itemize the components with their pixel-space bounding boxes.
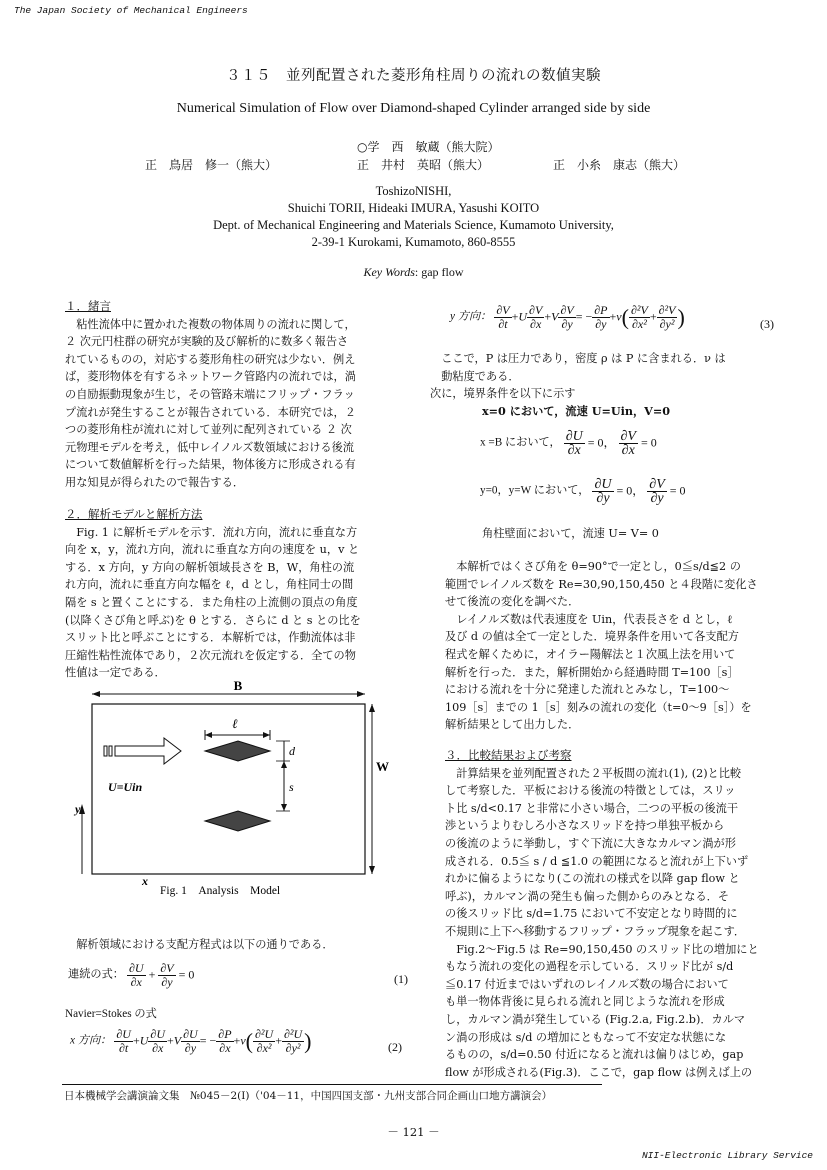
keywords-label: Key Words	[363, 265, 415, 279]
intro-line: れているものの，対応する菱形角柱の研究は少ない．例え	[65, 352, 356, 366]
intro-line: について数値解析を行った結果，物体後方に形成される有	[65, 458, 356, 472]
analysis-model-figure	[60, 670, 410, 905]
results-line: の後スリッド比 s/d=1.75 において不安定となり時間的に	[445, 907, 738, 921]
nii-service-footer: NII-Electronic Library Service	[641, 1150, 813, 1161]
boundary-condition-1: x=0 において，流速 U=Uin，V=0	[482, 404, 671, 418]
author-en-line2: Shuichi TORII, Hideaki IMURA, Yasushi KOITO	[287, 201, 540, 215]
label-d: d	[289, 744, 295, 758]
author-en-line3: Dept. of Mechanical Engineering and Materials Science, Kumamoto University,	[213, 218, 614, 232]
intro-line: ２ 次元円柱群の研究が実験的及び解析的に数多く報告さ	[65, 335, 349, 349]
intro-line: 元物理モデルを考え，低中レイノルズ数領域における後流	[65, 440, 354, 454]
x-direction-label: x 方向：	[70, 1034, 112, 1047]
page-number: － 121 －	[387, 1125, 440, 1139]
proceedings-footer: 日本機械学会講演論文集 №045－2(Ⅰ)（'04－11，中国四国支部・九州支部合同企画山口地方講演会）	[64, 1090, 553, 1102]
method-line: における流れを十分に発達した流れとみなし，T=100〜	[445, 683, 730, 697]
continuity-label: 連続の式：	[68, 968, 124, 981]
intro-line: つの菱形角柱が流れに対して並列に配列されている ２ 次	[65, 423, 352, 437]
b-arrow-right	[357, 691, 365, 697]
author-presenter: ○学 西 敏蔵（熊大院）	[357, 140, 500, 154]
method-line: 109［s］までの 1［s］刻みの流れの変化（t=0〜9［s］）を	[445, 700, 752, 714]
w-arrow-bottom	[369, 866, 375, 874]
model-line: れ方向，流れに垂直方向な幅を ℓ，d とし，角柱同士の間	[65, 578, 354, 592]
method-line: 範囲でレイノルズ数を Re=30,90,150,450 と４段階に変化さ	[445, 577, 758, 591]
eq1-number: (1)	[394, 972, 408, 986]
diamond-cylinder-lower	[205, 811, 270, 831]
w-arrow-top	[369, 704, 375, 712]
governing-intro: 解析領域における支配方程式は以下の通りである．	[65, 938, 334, 951]
figure-caption: Fig. 1 Analysis Model	[160, 885, 281, 897]
intro-line: プ流れが発生することが報告されている．本研究では，２	[65, 405, 356, 419]
method-line: 本解析ではくさび角を θ=90°で一定とし，0≦s/d≦2 の	[445, 560, 741, 573]
results-line: 渉というよりむしろ小さなスリッドを持つ単独平板から	[445, 819, 725, 833]
model-line: 隔を s と置くことにする．また角柱の上流側の頂点の角度	[65, 595, 358, 609]
section-1-title: １．緒言	[65, 299, 111, 313]
eq3-number: (3)	[760, 317, 774, 331]
continuity-equation: 連続の式： $\frac{\partial U}{\partial x}$ + $\frac{\partial V}{\partial y}$ = 0 (1)	[68, 961, 408, 989]
explanation-line: 動粘度である．	[430, 369, 520, 383]
explanation-line: 次に，境界条件を以下に示す	[430, 387, 576, 401]
intro-line: 用な知見が得られたので報告する．	[65, 475, 245, 489]
ns-label: Navier=Stokes の式	[65, 1008, 157, 1020]
label-w: W	[376, 759, 389, 774]
label-l: ℓ	[232, 716, 238, 731]
model-line: する．x 方向，y 方向の解析領域長さを B，W，角柱の流	[65, 560, 355, 574]
b-arrow-left	[92, 691, 100, 697]
intro-line: の自励振動現象が生じ，その管路末端にフリップ・フラッ	[65, 387, 355, 401]
author-en-line4: 2-39-1 Kurokami, Kumamoto, 860-8555	[311, 235, 516, 249]
author-affiliation	[0, 183, 827, 251]
inflow-arrow-icon	[115, 738, 181, 764]
y-direction-label: y 方向：	[450, 310, 492, 323]
author-torii: 正 鳥居 修一（熊大）	[145, 158, 278, 172]
label-b: B	[233, 678, 243, 693]
bc3-label: y=0，y=W において，	[480, 484, 590, 497]
analysis-method-paragraph	[445, 558, 790, 734]
ns-y-equation: y 方向： $\frac{\partial V}{\partial t}$ +U $\frac{\partial V}{\partial x}$ +V $\frac{\partial V}{\partial y}$ = − $\frac{\partial P}{\partial y}$ +ν( $\frac{\text{∂²V}}{\text{∂x²}}$ + $\frac{\text{∂²V}}{\text{∂y²}}$ ) (3)	[450, 303, 774, 331]
model-line: スリット比と呼ぶことにする．本解析では，作動流体は非	[65, 631, 356, 645]
results-line: し，カルマン渦が発生している (Fig.2.a, Fig.2.b)．カルマ	[445, 1012, 746, 1026]
method-line: せて後流の変化を調べた．	[445, 595, 580, 609]
section-intro	[65, 298, 410, 492]
inflow-marker	[109, 746, 112, 756]
author-koito: 正 小糸 康志（熊大）	[553, 158, 686, 172]
section-2-title: ２．解析モデルと解析方法	[65, 507, 203, 521]
results-line: ≦0.17 付近まではいずれのレイノルズ数の場合において	[445, 977, 729, 991]
method-line: 解析を行った．また，解析開始から経過時間 T=100［s］	[445, 665, 739, 679]
author-en-line1: ToshizoNISHI,	[375, 184, 452, 198]
author-imura: 正 井村 英昭（熊大）	[357, 158, 490, 172]
model-line: 圧縮性粘性流体であり，２次元流れを仮定する．全ての物	[65, 648, 356, 662]
s-arrow-bottom	[281, 804, 287, 811]
section-3-title: ３．比較結果および考察	[445, 748, 572, 762]
model-line: (以降くさび角と呼ぶ)を θ とする．さらに d と s との比を	[65, 613, 361, 627]
results-line: 計算結果を並列配置された２平板間の流れ(1), (2)と比較	[445, 766, 742, 780]
method-line: 程式を解くために，オイラー陽解法と１次風上法を用いて	[445, 647, 736, 661]
intro-line: 粘性流体中に置かれた複数の物体周りの流れに関して，	[65, 317, 356, 331]
model-line: Fig. 1 に解析モデルを示す．流れ方向，流れに垂直な方	[65, 525, 358, 539]
section-model	[65, 506, 410, 682]
label-y: y	[75, 802, 81, 816]
method-line: 解析結果として出力した．	[445, 718, 580, 732]
method-line: 及び d の値は全て一定とした．境界条件を用いて各支配方	[445, 630, 739, 644]
diamond-cylinder-upper	[205, 741, 270, 761]
results-line: Fig.2〜Fig.5 は Re=90,150,450 のスリッド比の増加にと	[445, 942, 759, 956]
results-line: も単一物体背後に見られる流れと同じような流れを形成	[445, 995, 725, 1009]
l-arrow-right	[263, 732, 270, 738]
paper-title-jp: ３１５ 並列配置された菱形角柱周りの流れの数値実験	[226, 68, 601, 84]
explanation-line: ここで，P は圧力であり，密度 ρ は P に含まれる．ν は	[430, 352, 726, 365]
results-line: れかに偏るようになり(この流れの様式を以降 gap flow と	[445, 872, 740, 886]
keywords-value: : gap flow	[414, 265, 464, 279]
l-arrow-left	[205, 732, 212, 738]
results-line: もなう流れの変化の過程を示している．スリッド比が s/d	[445, 960, 734, 974]
method-line: レイノルズ数は代表速度を Uin，代表長さを d とし，ℓ	[445, 612, 733, 626]
results-line: して考察した．平板における後流の特徴としては，スリッ	[445, 784, 736, 798]
label-inflow-velocity: U=Uin	[108, 780, 143, 794]
keywords	[0, 265, 827, 280]
section-results	[445, 747, 790, 1081]
model-line: 向を x，y，流れ方向，流れに垂直な方向の速度を u，v と	[65, 543, 360, 557]
boundary-condition-3: y=0，y=W において， $\frac{\partial U}{\partial y}$ = 0， $\frac{\partial V}{\partial y}$ = 0	[480, 477, 686, 506]
results-line: るものの，s/d=0.50 付近になると流れは偏りはじめ，gap	[445, 1048, 744, 1062]
results-line: の後流のように挙動し，すぐ下流に大きなカルマン渦が形	[445, 836, 736, 850]
model-line: 性値は一定である．	[65, 666, 166, 680]
results-line: ン渦の形成は s/d の増加にともなって不安定な状態にな	[445, 1030, 727, 1044]
society-header: The Japan Society of Mechanical Engineers	[14, 5, 248, 16]
footer-rule	[62, 1084, 602, 1085]
paper-title-en: Numerical Simulation of Flow over Diamond-shaped Cylinder arranged side by side	[176, 101, 651, 116]
results-line: 呼ぶ)，カルマン渦の発生も偏った側からのみとなる．そ	[445, 889, 730, 903]
ns-x-equation: x 方向： $\frac{\partial U}{\partial t}$ +U $\frac{\partial U}{\partial x}$ +V $\frac{\partial U}{\partial y}$ = − $\frac{\partial P}{\partial x}$ +ν( $\frac{\text{∂²U}}{\text{∂x²}}$ + $\frac{\text{∂²U}}{\text{∂y²}}$ ) (2)	[70, 1027, 402, 1055]
results-line: flow が形成される(Fig.3)．ここで，gap flow は例えば上の	[445, 1065, 753, 1079]
boundary-condition-2: x =B において， $\frac{\partial U}{\partial x}$ = 0， $\frac{\partial V}{\partial x}$ = 0	[480, 429, 657, 458]
results-line: 不規則に上下へ移動するフリップ・フラップ現象を起こす．	[445, 924, 746, 938]
results-line: 成される．0.5≦ s / d ≦1.0 の範囲になると流れが上下いず	[445, 854, 749, 868]
results-line: ト比 s/d<0.17 と非常に小さい場合，二つの平板の後流干	[445, 801, 739, 815]
boundary-condition-4: 角柱壁面において，流速 U= V= 0	[482, 527, 659, 540]
s-arrow-top	[281, 761, 287, 768]
inflow-marker	[104, 746, 107, 756]
label-s: s	[289, 780, 294, 794]
eq-explanation	[430, 350, 790, 403]
intro-line: ば，菱形物体を有するネットワーク管路内の流れでは，渦	[65, 370, 356, 384]
bc2-label: x =B において，	[480, 436, 561, 449]
eq2-number: (2)	[388, 1040, 402, 1054]
label-x: x	[142, 874, 148, 888]
